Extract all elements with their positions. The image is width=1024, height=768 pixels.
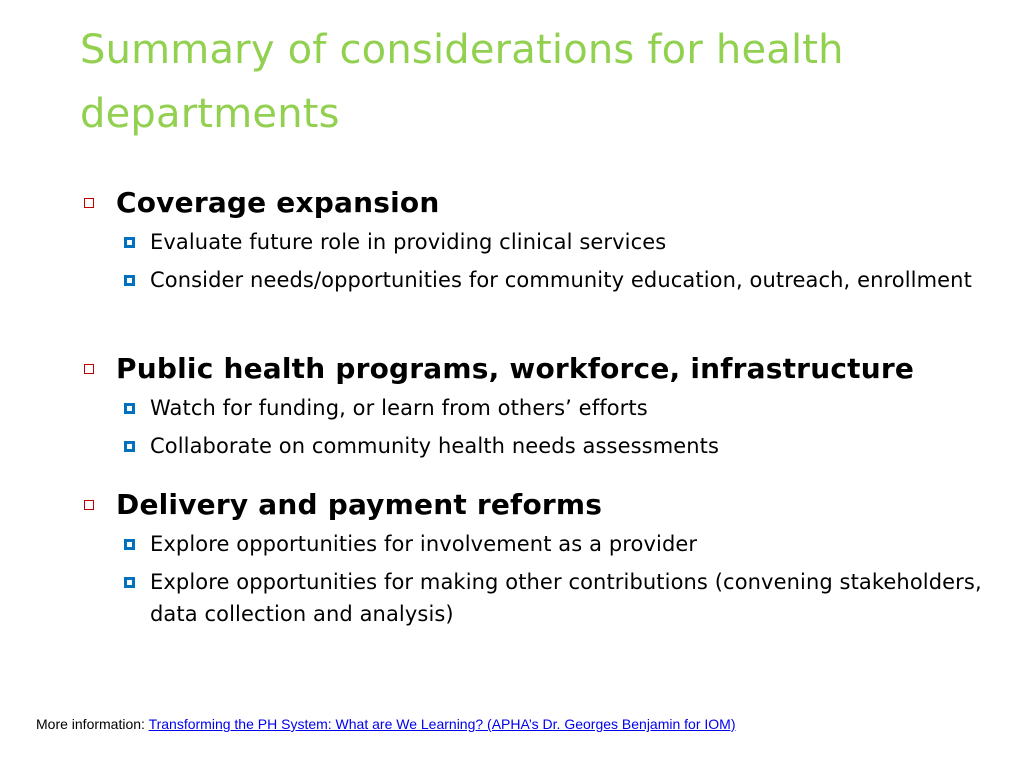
- square-bullet-icon: [124, 441, 135, 452]
- sub-list: [84, 226, 984, 296]
- hollow-square-bullet-icon: [84, 364, 94, 374]
- section-heading-text: Coverage expansion: [116, 186, 440, 219]
- list-item-text: Explore opportunities for making other contributions (convening stakeholders, data collection and analysis): [150, 570, 982, 626]
- footer-more-information: [36, 714, 736, 734]
- section-heading-text: Public health programs, workforce, infrastructure: [116, 352, 915, 385]
- sub-list: [84, 528, 984, 630]
- section-coverage-expansion: [84, 184, 984, 348]
- more-information-link[interactable]: Transforming the PH System: What are We Learning? (APHA’s Dr. Georges Benjamin for IOM): [148, 716, 736, 732]
- section-public-health-programs: [84, 350, 984, 484]
- section-heading: [84, 184, 984, 222]
- square-bullet-icon: [124, 403, 135, 414]
- hollow-square-bullet-icon: [84, 500, 94, 510]
- section-heading-text: Delivery and payment reforms: [116, 488, 603, 521]
- list-item: [84, 392, 984, 424]
- list-item: [84, 264, 984, 296]
- square-bullet-icon: [124, 237, 135, 248]
- list-item-text: Evaluate future role in providing clinical services: [150, 230, 667, 254]
- list-item: [84, 566, 984, 630]
- list-item-text: Consider needs/opportunities for community education, outreach, enrollment: [150, 268, 972, 292]
- section-delivery-payment-reforms: [84, 486, 984, 630]
- slide-title: Summary of considerations for health departments: [80, 27, 844, 137]
- square-bullet-icon: [124, 275, 135, 286]
- square-bullet-icon: [124, 539, 135, 550]
- list-item: [84, 430, 984, 462]
- footer-prefix: More information:: [36, 716, 149, 732]
- sub-list: [84, 392, 984, 462]
- square-bullet-icon: [124, 577, 135, 588]
- list-item-text: Collaborate on community health needs assessments: [150, 434, 720, 458]
- section-heading: [84, 486, 984, 524]
- hollow-square-bullet-icon: [84, 198, 94, 208]
- section-heading: [84, 350, 984, 388]
- list-item: [84, 226, 984, 258]
- list-item: [84, 528, 984, 560]
- list-item-text: Watch for funding, or learn from others’ efforts: [150, 396, 648, 420]
- list-item-text: Explore opportunities for involvement as a provider: [150, 532, 698, 556]
- bullet-content: [84, 184, 984, 636]
